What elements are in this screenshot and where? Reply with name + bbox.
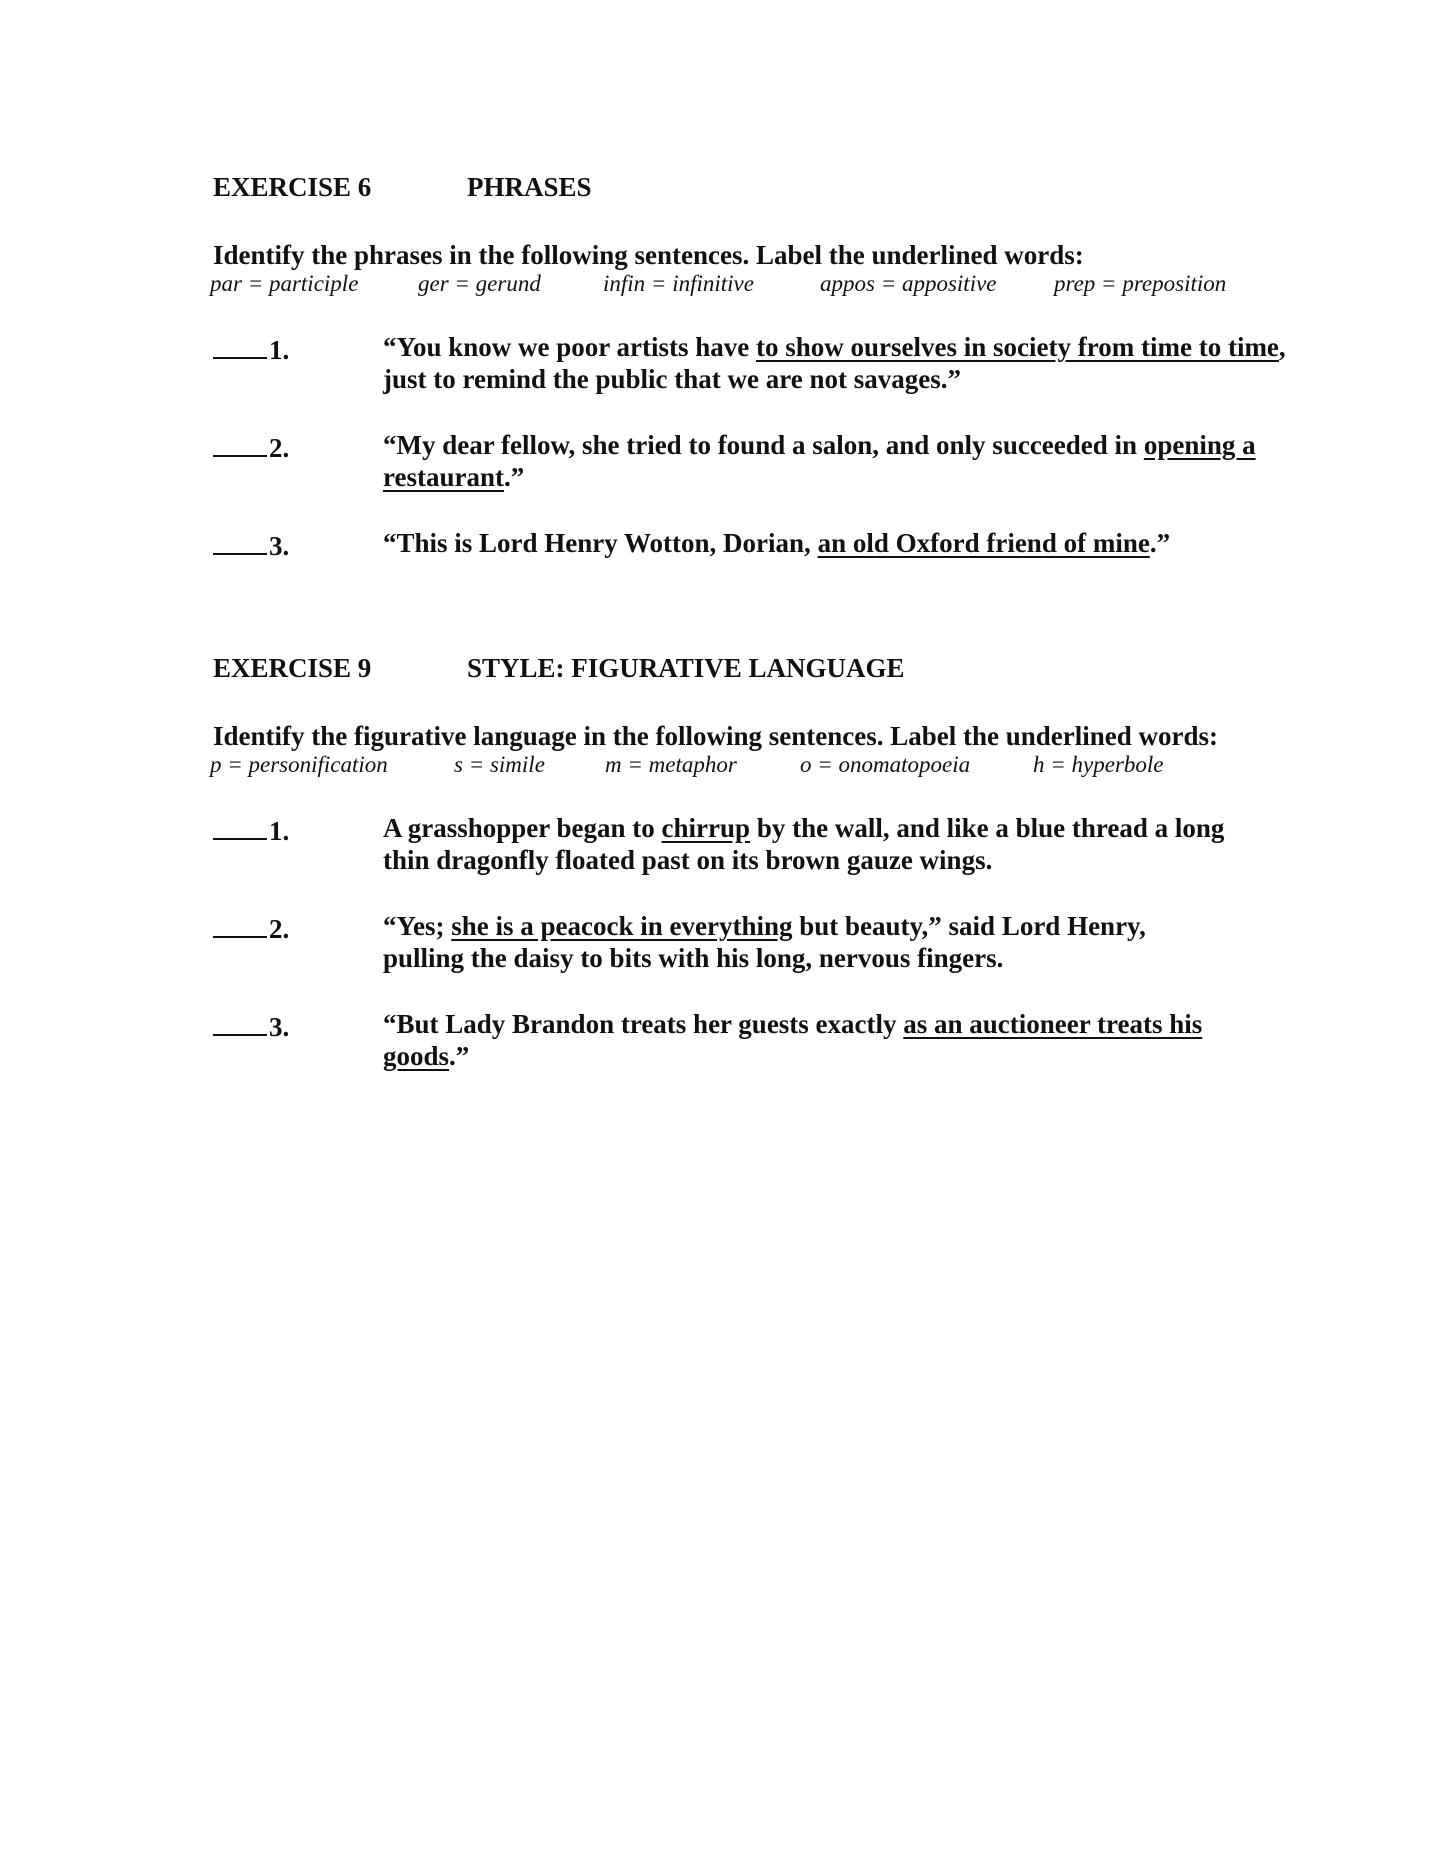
item-sentence: “But Lady Brandon treats her guests exactly as an auctioneer treats his goods.” — [383, 1009, 1203, 1071]
answer-blank[interactable] — [213, 910, 267, 938]
exercise-6-title: PHRASES — [467, 172, 592, 202]
item-sentence: “Yes; she is a peacock in everything but beauty,” said Lord Henry, pulling the daisy to bits with his long, nervous fingers. — [383, 911, 1146, 973]
item-sentence: “You know we poor artists have to show ourselves in society from time to time, just to remind the public that we are not savages.” — [383, 332, 1286, 394]
legend-item: s = simile — [454, 752, 545, 777]
legend-item: infin = infinitive — [603, 271, 754, 296]
legend-item: m = metaphor — [605, 752, 737, 777]
legend-item: prep = preposition — [1054, 271, 1227, 296]
exercise-item — [213, 1008, 1343, 1072]
exercise-item — [213, 812, 1343, 876]
item-sentence: “My dear fellow, she tried to found a salon, and only succeeded in opening a restaurant.” — [383, 430, 1256, 492]
underlined-phrase: to show ourselves in society from time to time — [756, 332, 1279, 362]
legend-item: h = hyperbole — [1033, 752, 1164, 777]
exercise-9-heading — [213, 651, 1343, 685]
item-number: 3. — [269, 531, 290, 561]
item-number: 1. — [269, 335, 290, 365]
exercise-6-heading — [213, 170, 1343, 204]
exercise-6-items — [213, 331, 1343, 559]
exercise-6-section — [210, 170, 1343, 593]
underlined-phrase: opening a restaurant — [383, 430, 1256, 492]
legend-item: o = onomatopoeia — [800, 752, 971, 777]
exercise-9-label: EXERCISE 9 — [213, 653, 372, 683]
underlined-phrase: as an auctioneer treats his goods — [383, 1009, 1203, 1071]
legend-item: par = participle — [210, 271, 359, 296]
underlined-phrase: she is a peacock in everything — [451, 911, 793, 941]
exercise-item — [213, 331, 1343, 395]
exercise-9-items — [213, 812, 1343, 1072]
answer-blank[interactable] — [213, 812, 267, 840]
exercise-item — [213, 527, 1343, 559]
answer-blank[interactable] — [213, 331, 267, 359]
item-number: 2. — [269, 914, 290, 944]
legend-item: ger = gerund — [418, 271, 541, 296]
legend-item: appos = appositive — [820, 271, 997, 296]
exercise-item — [213, 429, 1343, 493]
item-number: 1. — [269, 816, 290, 846]
underlined-phrase: chirrup — [661, 813, 751, 843]
exercise-9-section — [210, 651, 1343, 1106]
exercise-6-instruction: Identify the phrases in the following sentences. Label the underlined words: — [213, 240, 1084, 270]
exercise-6-label: EXERCISE 6 — [213, 172, 372, 202]
answer-blank[interactable] — [213, 429, 267, 457]
item-number: 3. — [269, 1012, 290, 1042]
item-number: 2. — [269, 433, 290, 463]
answer-blank[interactable] — [213, 527, 267, 555]
exercise-9-title: STYLE: FIGURATIVE LANGUAGE — [467, 653, 905, 683]
exercise-9-legend — [210, 752, 1343, 780]
item-sentence: A grasshopper began to chirrup by the wall, and like a blue thread a long thin dragonfly floated past on its brown gauze wings. — [383, 813, 1225, 875]
exercise-9-instruction: Identify the figurative language in the following sentences. Label the underlined words: — [213, 721, 1219, 751]
item-sentence: “This is Lord Henry Wotton, Dorian, an old Oxford friend of mine.” — [383, 528, 1171, 558]
exercise-6-legend — [210, 271, 1343, 299]
underlined-phrase: an old Oxford friend of mine — [817, 528, 1150, 558]
exercise-item — [213, 910, 1343, 974]
legend-item: p = personification — [210, 752, 388, 777]
answer-blank[interactable] — [213, 1008, 267, 1036]
